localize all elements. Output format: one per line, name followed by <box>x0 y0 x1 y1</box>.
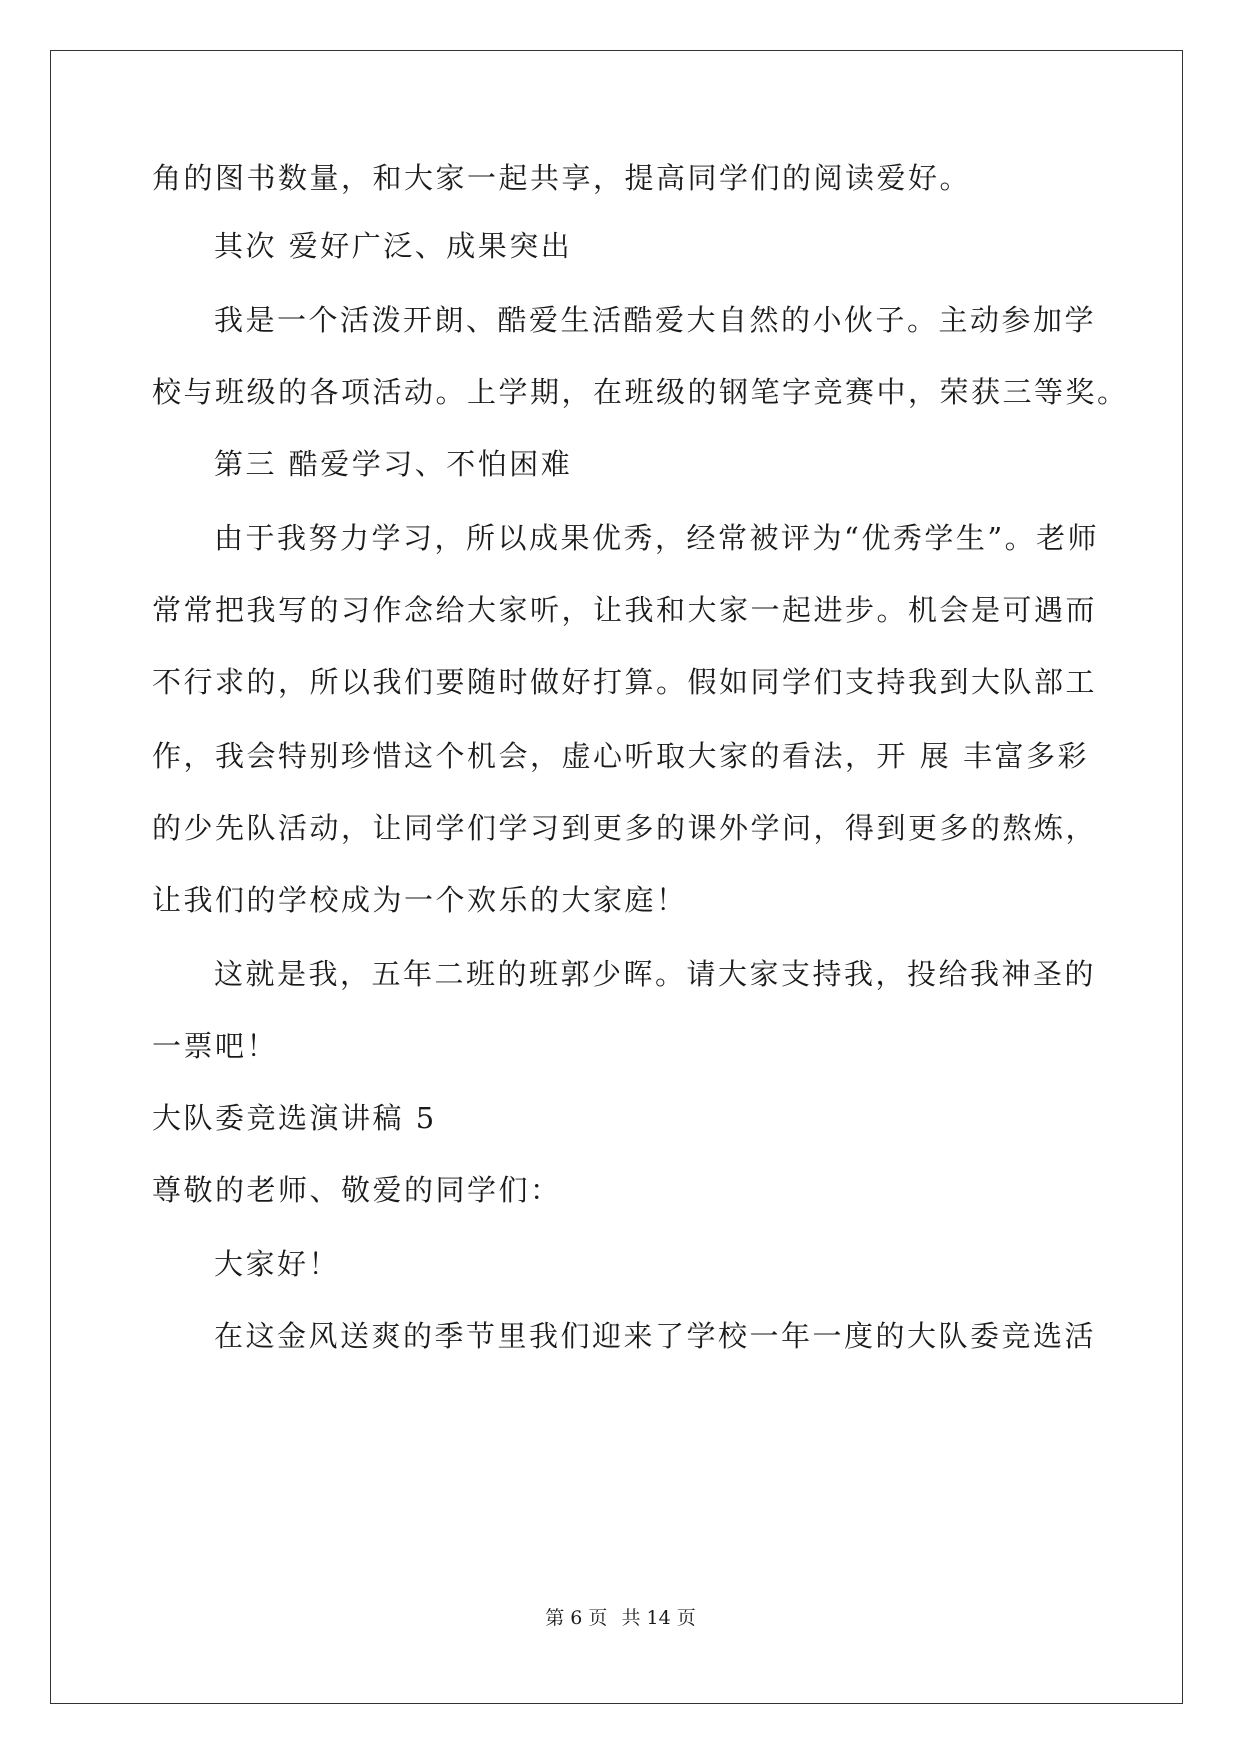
page-footer <box>0 1605 1241 1631</box>
document-title: 大队委竞选演讲稿 5 <box>152 1101 437 1135</box>
page-border <box>50 50 1183 1704</box>
paragraph-line: 常常把我写的习作念给大家听，让我和大家一起进步。机会是可遇而 <box>152 593 1098 627</box>
paragraph-line: 的少先队活动，让同学们学习到更多的课外学问，得到更多的熬炼， <box>152 811 1098 845</box>
paragraph-line: 这就是我，五年二班的班郭少晖。请大家支持我，投给我神圣的 <box>214 957 1097 991</box>
greeting: 大家好！ <box>214 1247 341 1281</box>
current-page-label: 第 6 页 <box>545 1607 608 1629</box>
section-heading: 第三 酷爱学习、不怕困难 <box>214 447 573 481</box>
salutation: 尊敬的老师、敬爱的同学们： <box>152 1173 562 1207</box>
paragraph-line: 不行求的，所以我们要随时做好打算。假如同学们支持我到大队部工 <box>152 665 1098 699</box>
paragraph-line: 一票吧！ <box>152 1029 279 1063</box>
paragraph-line: 角的图书数量，和大家一起共享，提高同学们的阅读爱好。 <box>152 161 972 195</box>
paragraph-line: 校与班级的各项活动。上学期，在班级的钢笔字竞赛中，荣获三等奖。 <box>152 375 1129 409</box>
paragraph-line: 由于我努力学习，所以成果优秀，经常被评为“优秀学生”。老师 <box>214 521 1100 555</box>
paragraph-line: 在这金风送爽的季节里我们迎来了学校一年一度的大队委竞选活 <box>214 1319 1097 1353</box>
paragraph-line: 作，我会特别珍惜这个机会，虚心听取大家的看法，开 展 丰富多彩 <box>152 739 1089 773</box>
paragraph-line: 我是一个活泼开朗、酷爱生活酷爱大自然的小伙子。主动参加学 <box>214 303 1097 337</box>
section-heading: 其次 爱好广泛、成果突出 <box>214 229 573 263</box>
total-pages-label: 共 14 页 <box>621 1607 696 1629</box>
paragraph-line: 让我们的学校成为一个欢乐的大家庭！ <box>152 883 688 917</box>
